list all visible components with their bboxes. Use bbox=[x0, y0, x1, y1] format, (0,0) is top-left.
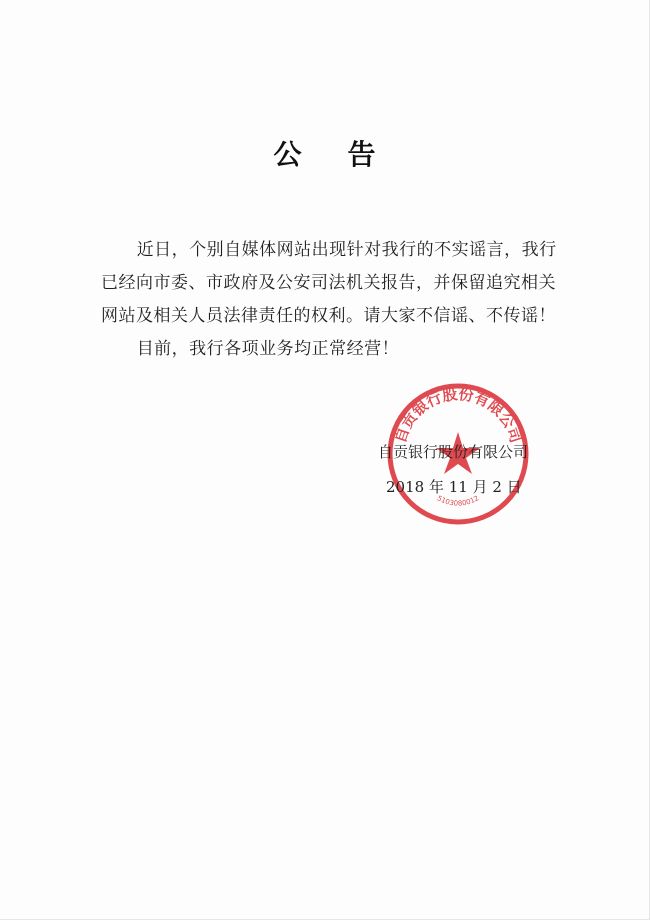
signature-organization: 自贡银行股份有限公司 bbox=[378, 443, 529, 461]
notice-body bbox=[101, 234, 561, 366]
seal-organization-text: 自贡银行股份有限公司 bbox=[391, 385, 525, 446]
notice-paragraph-1: 近日，个别自媒体网站出现针对我行的不实谣言，我行已经向市委、市政府及公安司法机关报告，并保留追究相关网站及相关人员法律责任的权利。请大家不信谣、不传谣！ bbox=[101, 240, 557, 326]
notice-paragraph-2: 目前，我行各项业务均正常经营！ bbox=[136, 339, 400, 359]
notice-title: 公告 bbox=[273, 138, 422, 171]
seal-code-text: 5103080012 bbox=[435, 494, 481, 508]
signature-date: 2018 年 11 月 2 日 bbox=[386, 478, 522, 496]
